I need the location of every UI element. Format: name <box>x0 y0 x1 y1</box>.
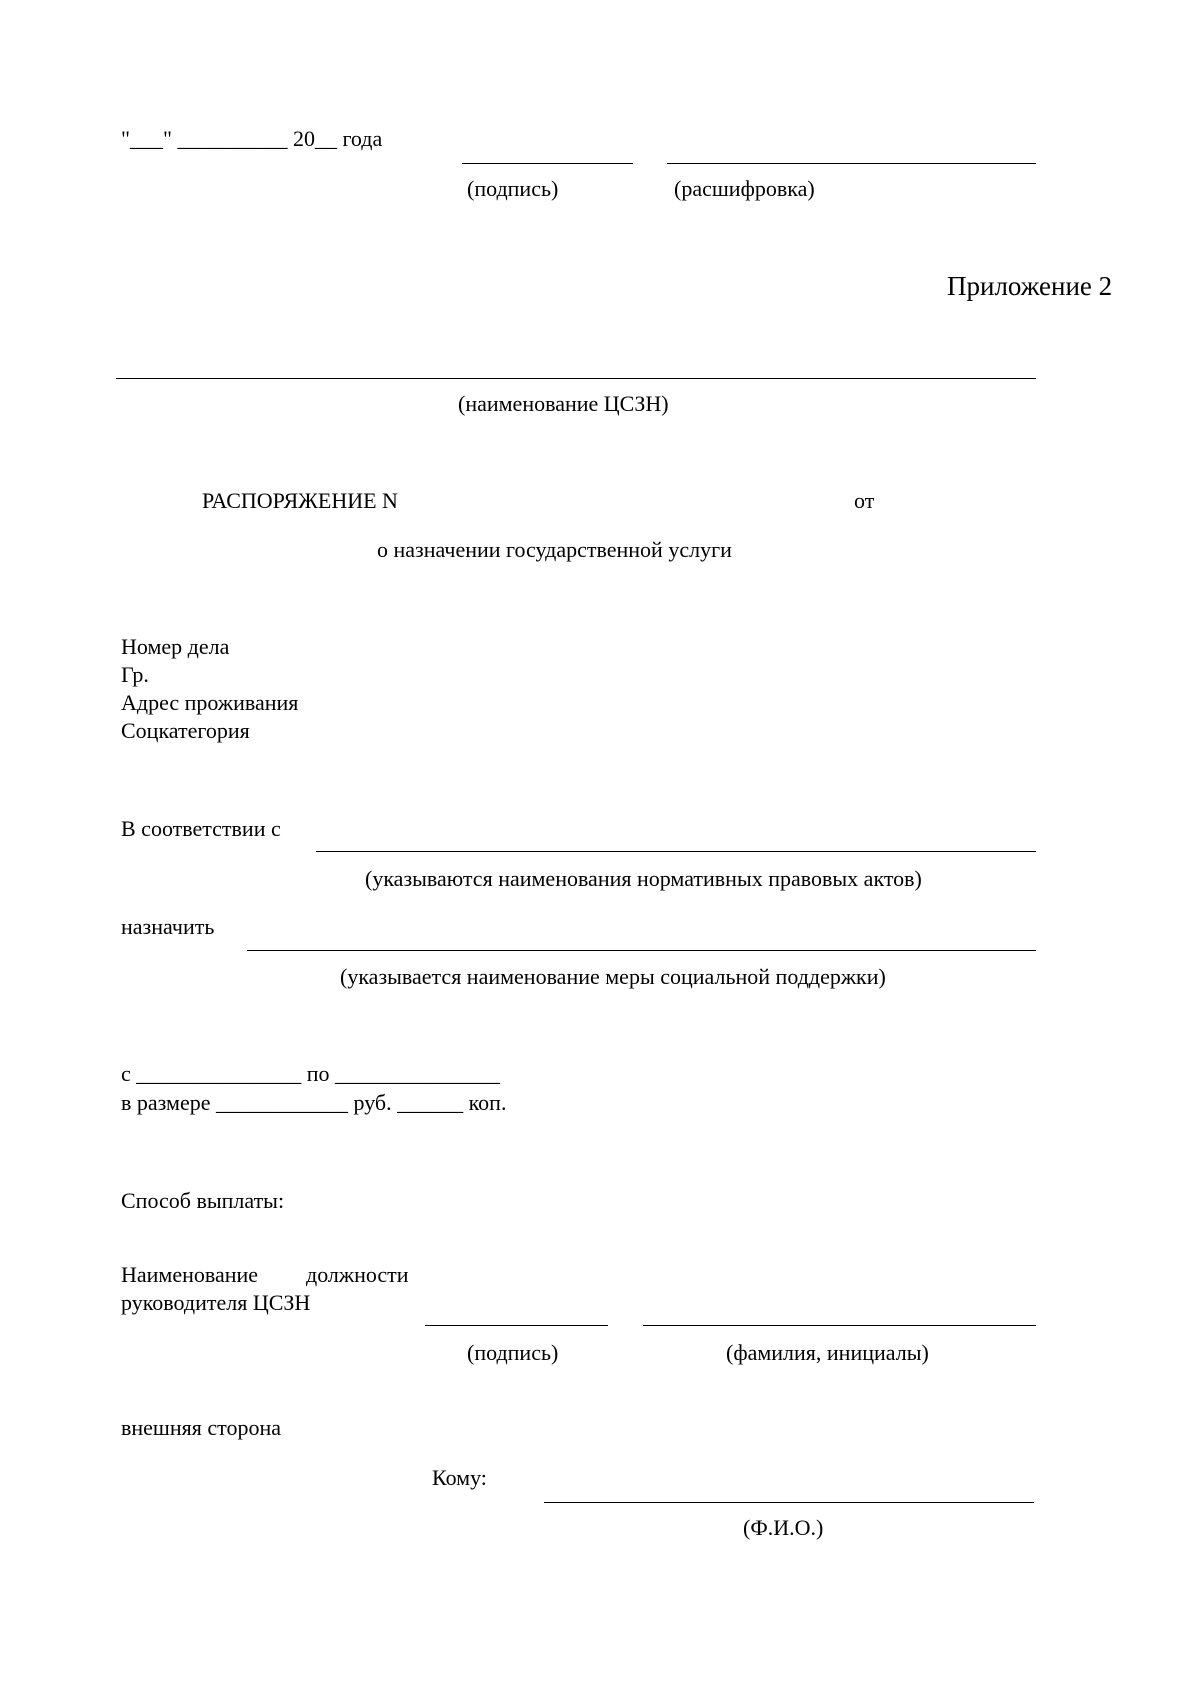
recipient-line <box>544 1502 1034 1503</box>
category-label: Соцкатегория <box>121 718 250 743</box>
basis-line <box>316 851 1036 852</box>
org-name-line <box>116 378 1036 379</box>
top-signature-caption: (подпись) <box>467 176 559 201</box>
head-name-line <box>643 1325 1036 1326</box>
citizen-label: Гр. <box>121 662 149 687</box>
case-number-label: Номер дела <box>121 634 230 659</box>
assign-label: назначить <box>121 914 215 939</box>
recipient-label: Кому: <box>432 1465 487 1490</box>
order-title: РАСПОРЯЖЕНИЕ N <box>202 488 398 513</box>
outer-side-label: внешняя сторона <box>121 1415 282 1440</box>
appendix-title: Приложение 2 <box>947 271 1113 301</box>
date-line: "___" __________ 20__ года <box>121 126 383 151</box>
head-position-line2: руководителя ЦСЗН <box>121 1290 311 1315</box>
org-caption: (наименование ЦСЗН) <box>458 391 669 416</box>
head-name-caption: (фамилия, инициалы) <box>726 1340 929 1365</box>
head-position-word2: должности <box>306 1262 409 1287</box>
address-label: Адрес проживания <box>121 690 299 715</box>
top-decode-line <box>667 163 1036 164</box>
amount-line: в размере ____________ руб. ______ коп. <box>121 1090 507 1115</box>
assign-caption: (указывается наименование меры социальной поддержки) <box>340 964 886 989</box>
recipient-caption: (Ф.И.О.) <box>743 1515 824 1540</box>
basis-caption: (указываются наименования нормативных правовых актов) <box>365 866 922 891</box>
top-decode-caption: (расшифровка) <box>674 176 815 201</box>
payment-method-label: Способ выплаты: <box>121 1188 285 1213</box>
assign-line <box>247 950 1036 951</box>
head-signature-line <box>425 1325 608 1326</box>
top-signature-line <box>462 163 633 164</box>
period-line: с _______________ по _______________ <box>121 1061 501 1086</box>
head-signature-caption: (подпись) <box>467 1340 559 1365</box>
basis-label: В соответствии с <box>121 816 281 841</box>
order-subtitle: о назначении государственной услуги <box>377 537 732 562</box>
order-from: от <box>854 488 875 513</box>
head-position-word1: Наименование <box>121 1262 259 1287</box>
